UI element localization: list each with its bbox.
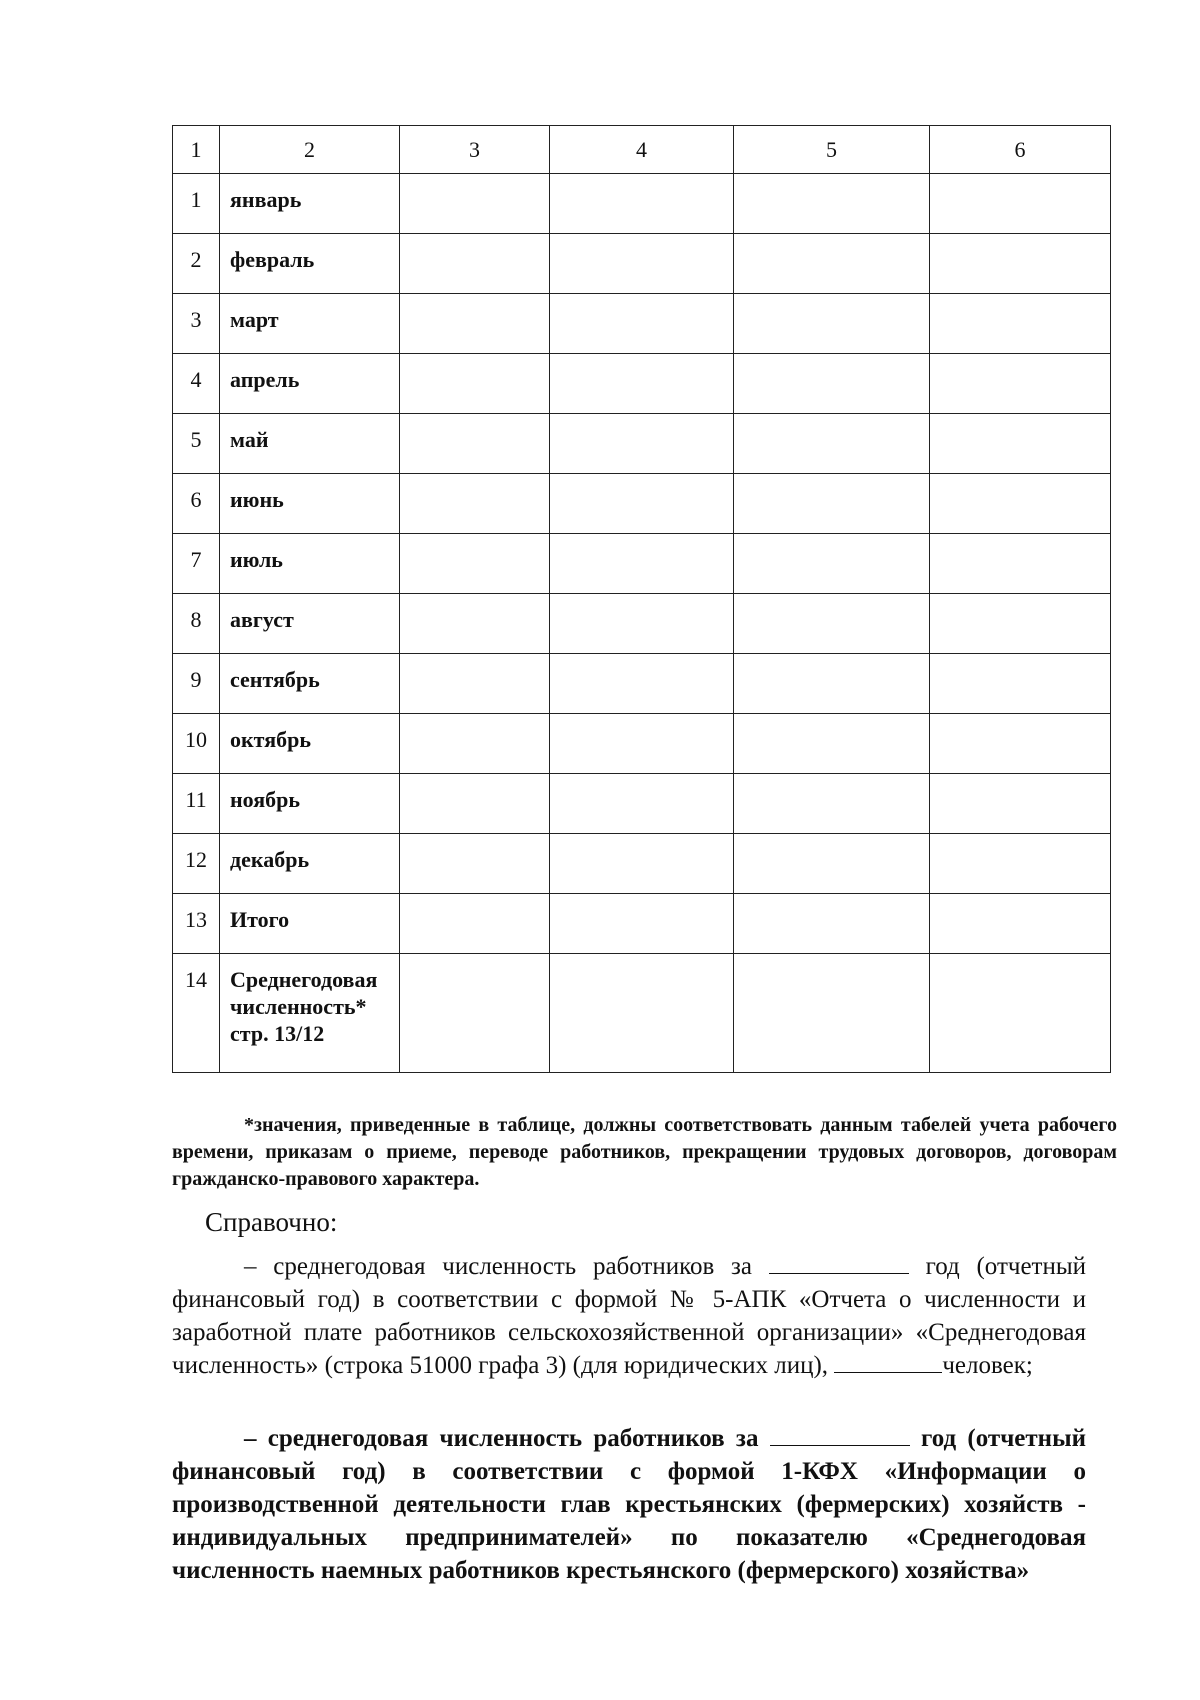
- table-row: [173, 654, 1111, 714]
- month-label: май: [230, 427, 269, 452]
- value-cell[interactable]: [930, 894, 1111, 954]
- value-cell[interactable]: [734, 594, 930, 654]
- row-number: 4: [190, 367, 202, 392]
- value-cell[interactable]: [930, 294, 1111, 354]
- row-number: 14: [185, 967, 207, 992]
- value-cell[interactable]: [400, 294, 550, 354]
- value-cell[interactable]: [550, 474, 734, 534]
- table-row: [173, 174, 1111, 234]
- header-cell: 6: [930, 126, 1111, 174]
- header-cell: 3: [400, 126, 550, 174]
- table-row-average: [173, 954, 1111, 1073]
- value-cell[interactable]: [400, 594, 550, 654]
- headcount-blank-field[interactable]: [834, 1350, 942, 1373]
- paragraph-text: год (отчетный финансовый год) в соответствии с формой № 5-АПК «Отчета о численности и заработной плате работников сельскохозяйственной организации» «Среднегодовая численность» (строка 51000 графа 3) (для юридических лиц),: [172, 1253, 1087, 1379]
- value-cell[interactable]: [550, 234, 734, 294]
- header-cell: 4: [550, 126, 734, 174]
- month-label: январь: [230, 187, 302, 212]
- value-cell[interactable]: [550, 714, 734, 774]
- value-cell[interactable]: [734, 894, 930, 954]
- month-label: октябрь: [230, 727, 311, 752]
- header-cell: 5: [734, 126, 930, 174]
- value-cell[interactable]: [734, 294, 930, 354]
- value-cell[interactable]: [400, 234, 550, 294]
- value-cell[interactable]: [400, 654, 550, 714]
- row-number: 13: [185, 907, 207, 932]
- table-row: [173, 714, 1111, 774]
- value-cell[interactable]: [550, 774, 734, 834]
- value-cell[interactable]: [550, 954, 734, 1073]
- value-cell[interactable]: [550, 414, 734, 474]
- reference-paragraph-1: [172, 1250, 1086, 1382]
- paragraph-text: год (отчетный финансовый год) в соответствии с формой 1-КФХ «Информации о производственной деятельности глав крестьянских (фермерских) хозяйств - индивидуальных предпринимателей» по показателю «Среднегодовая численность наемных работников крестьянского (фермерского) хозяйства»: [172, 1425, 1087, 1584]
- reference-title: Справочно:: [205, 1207, 338, 1237]
- value-cell[interactable]: [550, 294, 734, 354]
- value-cell[interactable]: [930, 174, 1111, 234]
- value-cell[interactable]: [400, 174, 550, 234]
- value-cell[interactable]: [930, 954, 1111, 1073]
- table-row: [173, 594, 1111, 654]
- table-row-total: [173, 894, 1111, 954]
- table-row: [173, 414, 1111, 474]
- month-label: сентябрь: [230, 667, 320, 692]
- header-cell: 1: [173, 126, 220, 174]
- paragraph-text: – среднегодовая численность работников за: [244, 1425, 759, 1452]
- month-label: апрель: [230, 367, 300, 392]
- table-header-row: [173, 126, 1111, 174]
- header-cell: 2: [220, 126, 400, 174]
- total-label: Итого: [230, 907, 290, 932]
- value-cell[interactable]: [550, 594, 734, 654]
- value-cell[interactable]: [734, 474, 930, 534]
- table-row: [173, 834, 1111, 894]
- value-cell[interactable]: [734, 414, 930, 474]
- value-cell[interactable]: [400, 894, 550, 954]
- reference-paragraph-2: [172, 1422, 1086, 1587]
- value-cell[interactable]: [400, 774, 550, 834]
- paragraph-text: человек;: [942, 1352, 1033, 1379]
- row-number: 11: [185, 787, 207, 812]
- value-cell[interactable]: [930, 834, 1111, 894]
- table-row: [173, 474, 1111, 534]
- value-cell[interactable]: [550, 654, 734, 714]
- value-cell[interactable]: [930, 414, 1111, 474]
- year-blank-field[interactable]: [770, 1423, 910, 1446]
- value-cell[interactable]: [550, 174, 734, 234]
- row-number: 12: [185, 847, 207, 872]
- row-number: 8: [190, 607, 202, 632]
- value-cell[interactable]: [734, 534, 930, 594]
- row-number: 5: [190, 427, 202, 452]
- row-number: 1: [190, 187, 202, 212]
- value-cell[interactable]: [550, 894, 734, 954]
- row-number: 10: [185, 727, 207, 752]
- month-label: август: [230, 607, 294, 632]
- value-cell[interactable]: [400, 414, 550, 474]
- value-cell[interactable]: [930, 234, 1111, 294]
- row-number: 2: [190, 247, 202, 272]
- value-cell[interactable]: [734, 654, 930, 714]
- value-cell[interactable]: [734, 954, 930, 1073]
- value-cell[interactable]: [930, 534, 1111, 594]
- table-row: [173, 534, 1111, 594]
- table-row: [173, 774, 1111, 834]
- paragraph-text: – среднегодовая численность работников за: [244, 1253, 753, 1280]
- value-cell[interactable]: [734, 714, 930, 774]
- row-number: 6: [190, 487, 202, 512]
- value-cell[interactable]: [930, 474, 1111, 534]
- value-cell[interactable]: [734, 354, 930, 414]
- month-label: июль: [230, 547, 283, 572]
- table-row: [173, 294, 1111, 354]
- value-cell[interactable]: [930, 714, 1111, 774]
- month-label: декабрь: [230, 847, 310, 872]
- table-footnote: *значения, приведенные в таблице, должны соответствовать данным табелей учета рабочего времени, приказам о приеме, переводе работников, прекращении трудовых договоров, договорам гражданско-правового характера.: [172, 1114, 1117, 1190]
- value-cell[interactable]: [400, 474, 550, 534]
- value-cell[interactable]: [930, 354, 1111, 414]
- value-cell[interactable]: [550, 834, 734, 894]
- month-label: ноябрь: [230, 787, 301, 812]
- value-cell[interactable]: [400, 954, 550, 1073]
- value-cell[interactable]: [930, 774, 1111, 834]
- month-label: февраль: [230, 247, 315, 272]
- year-blank-field[interactable]: [769, 1251, 909, 1274]
- value-cell[interactable]: [734, 774, 930, 834]
- value-cell[interactable]: [400, 834, 550, 894]
- value-cell[interactable]: [400, 354, 550, 414]
- value-cell[interactable]: [734, 834, 930, 894]
- value-cell[interactable]: [930, 654, 1111, 714]
- row-number: 3: [190, 307, 202, 332]
- row-number: 7: [190, 547, 202, 572]
- value-cell[interactable]: [550, 354, 734, 414]
- value-cell[interactable]: [734, 234, 930, 294]
- monthly-headcount-table: [172, 125, 1111, 1073]
- month-label: июнь: [230, 487, 284, 512]
- value-cell[interactable]: [734, 174, 930, 234]
- value-cell[interactable]: [400, 534, 550, 594]
- table-row: [173, 234, 1111, 294]
- value-cell[interactable]: [550, 534, 734, 594]
- month-label: март: [230, 307, 279, 332]
- value-cell[interactable]: [930, 594, 1111, 654]
- value-cell[interactable]: [400, 714, 550, 774]
- table-row: [173, 354, 1111, 414]
- row-number: 9: [190, 667, 202, 692]
- average-label: Среднегодовая численность* стр. 13/12: [230, 967, 378, 1046]
